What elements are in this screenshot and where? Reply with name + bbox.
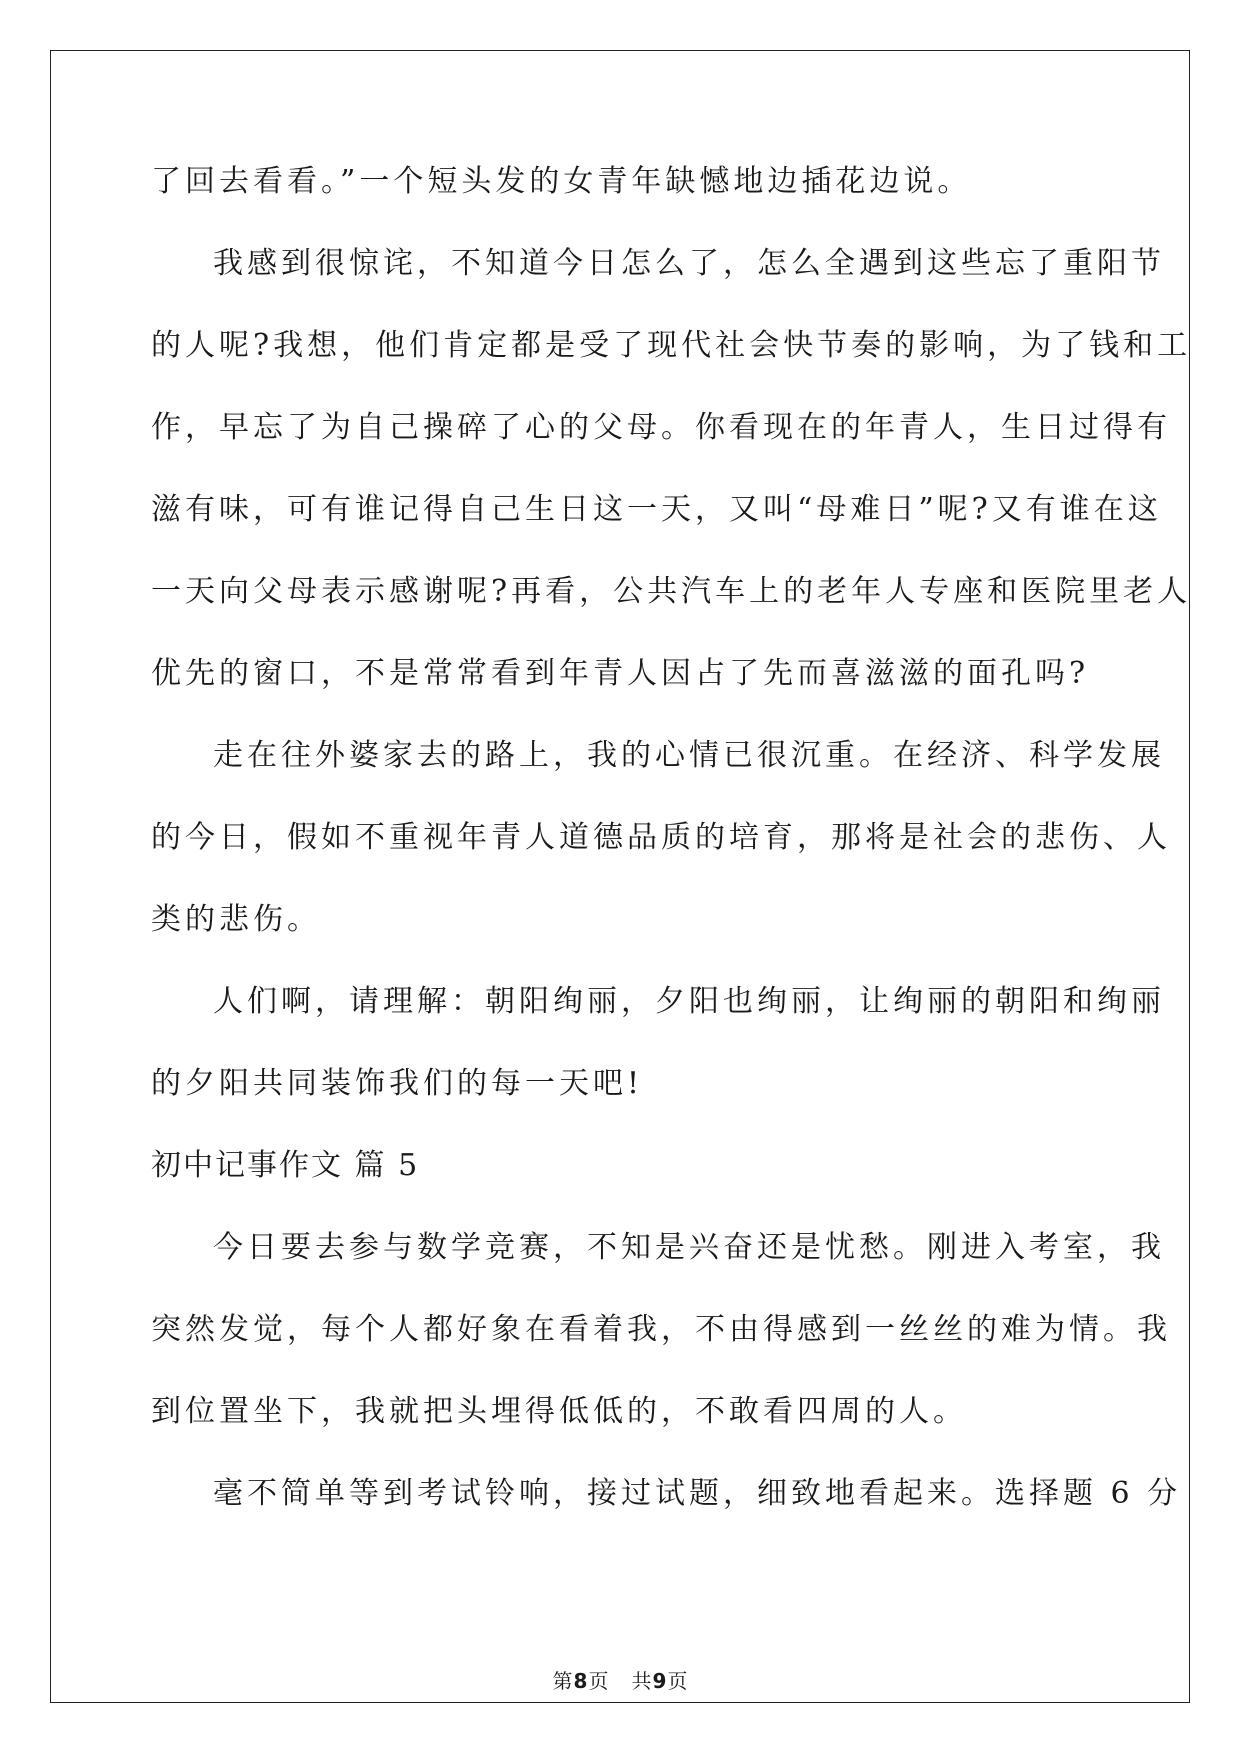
paragraph-start-line: 今日要去参与数学竞赛，不知是兴奋还是忧愁。刚进入考室，我 [213, 1230, 1165, 1265]
text-line: 作，早忘了为自己操碎了心的父母。你看现在的年青人，生日过得有 [151, 410, 1171, 445]
text-line: 的人呢?我想，他们肯定都是受了现代社会快节奏的影响，为了钱和工 [151, 328, 1192, 363]
paragraph-start-line: 毫不简单等到考试铃响，接过试题，细致地看起来。选择题 6 分 [213, 1476, 1182, 1511]
footer-suffix: 页 [667, 1669, 689, 1693]
text-line: 到位置坐下，我就把头埋得低低的，不敢看四周的人。 [151, 1394, 967, 1429]
paragraph-start-line: 走在往外婆家去的路上，我的心情已很沉重。在经济、科学发展 [213, 738, 1165, 773]
total-page-number: 9 [652, 1669, 668, 1693]
current-page-number: 8 [573, 1669, 589, 1693]
text-line: 的夕阳共同装饰我们的每一天吧! [151, 1066, 644, 1101]
footer-middle: 页 共 [588, 1669, 653, 1693]
document-body [151, 162, 1192, 1556]
text-line: 突然发觉，每个人都好象在看着我，不由得感到一丝丝的难为情。我 [151, 1312, 1171, 1347]
text-line: 类的悲伤。 [151, 902, 321, 937]
text-line: 了回去看看。”一个短头发的女青年缺憾地边插花边说。 [151, 164, 972, 199]
text-line: 一天向父母表示感谢呢?再看，公共汽车上的老年人专座和医院里老人 [151, 574, 1192, 609]
paragraph-start-line: 我感到很惊诧，不知道今日怎么了，怎么全遇到这些忘了重阳节 [213, 246, 1165, 281]
text-line: 优先的窗口，不是常常看到年青人因占了先而喜滋滋的面孔吗? [151, 656, 1090, 691]
text-line: 滋有味，可有谁记得自己生日这一天，又叫“母难日”呢?又有谁在这 [151, 492, 1162, 527]
paragraph-start-line: 人们啊，请理解：朝阳绚丽，夕阳也绚丽，让绚丽的朝阳和绚丽 [213, 984, 1165, 1019]
section-heading: 初中记事作文 篇 5 [151, 1148, 420, 1183]
footer-prefix: 第 [552, 1669, 574, 1693]
page-footer [0, 1665, 1241, 1694]
text-line: 的今日，假如不重视年青人道德品质的培育，那将是社会的悲伤、人 [151, 820, 1171, 855]
